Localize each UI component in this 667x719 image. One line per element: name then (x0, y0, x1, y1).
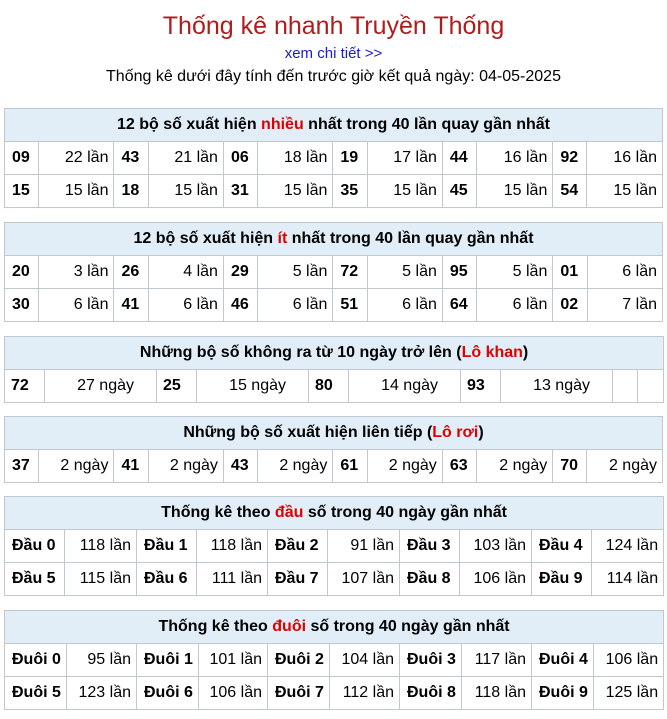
number-cell: 01 (553, 256, 587, 289)
page-header (0, 0, 667, 87)
count-cell: 118 lần (462, 677, 532, 710)
empty-cell (613, 370, 638, 403)
number-cell: 46 (223, 289, 257, 322)
count-cell: 15 lần (367, 175, 442, 208)
least-frequent-rows (5, 256, 663, 322)
lo-roi-row (5, 450, 663, 483)
khan-number: 72 (5, 370, 45, 403)
duoi-table (4, 610, 664, 710)
number-cell: 09 (5, 142, 39, 175)
roi-days: 2 ngày (367, 450, 442, 483)
dau-label: Đầu 1 (137, 530, 197, 563)
table-row (5, 175, 663, 208)
roi-number: 63 (442, 450, 476, 483)
most-frequent-rows (5, 142, 663, 208)
dau-table (4, 496, 664, 596)
roi-days: 2 ngày (476, 450, 552, 483)
roi-days: 2 ngày (39, 450, 114, 483)
dau-label: Đầu 4 (532, 530, 592, 563)
count-cell: 6 lần (148, 289, 223, 322)
count-cell: 7 lần (587, 289, 663, 322)
table-row (5, 142, 663, 175)
count-cell: 118 lần (65, 530, 137, 563)
count-cell: 107 lần (328, 563, 400, 596)
number-cell: 30 (5, 289, 39, 322)
number-cell: 92 (553, 142, 587, 175)
number-cell: 54 (553, 175, 587, 208)
table-row (5, 677, 664, 710)
count-cell: 4 lần (148, 256, 223, 289)
lo-roi-title: Những bộ số xuất hiện liên tiếp (Lô rơi) (5, 417, 663, 450)
lo-roi-table (4, 416, 663, 483)
number-cell: 19 (333, 142, 367, 175)
duoi-label: Đuôi 8 (400, 677, 462, 710)
roi-number: 61 (333, 450, 367, 483)
table-row (5, 644, 664, 677)
roi-days: 2 ngày (587, 450, 663, 483)
duoi-label: Đuôi 3 (400, 644, 462, 677)
table-row (5, 563, 664, 596)
dau-label: Đầu 0 (5, 530, 65, 563)
count-cell: 15 lần (258, 175, 333, 208)
count-cell: 6 lần (258, 289, 333, 322)
table-row (5, 530, 664, 563)
khan-number: 80 (309, 370, 349, 403)
dau-label: Đầu 6 (137, 563, 197, 596)
roi-number: 43 (223, 450, 257, 483)
dau-label: Đầu 3 (400, 530, 460, 563)
number-cell: 31 (223, 175, 257, 208)
count-cell: 15 lần (39, 175, 114, 208)
number-cell: 41 (114, 289, 148, 322)
roi-number: 37 (5, 450, 39, 483)
count-cell: 106 lần (594, 644, 664, 677)
count-cell: 106 lần (460, 563, 532, 596)
count-cell: 3 lần (39, 256, 114, 289)
count-cell: 15 lần (148, 175, 223, 208)
count-cell: 104 lần (330, 644, 400, 677)
count-cell: 123 lần (67, 677, 137, 710)
number-cell: 64 (442, 289, 476, 322)
empty-cell (638, 370, 664, 403)
dau-label: Đầu 9 (532, 563, 592, 596)
lo-khan-row (5, 370, 664, 403)
count-cell: 6 lần (587, 256, 663, 289)
roi-number: 70 (553, 450, 587, 483)
most-frequent-title: 12 bộ số xuất hiện nhiều nhất trong 40 lần quay gần nhất (5, 109, 663, 142)
count-cell: 6 lần (367, 289, 442, 322)
date-line: Thống kê dưới đây tính đến trước giờ kết quả ngày: 04-05-2025 (106, 68, 561, 85)
most-frequent-table (4, 108, 663, 208)
table-row (5, 256, 663, 289)
duoi-rows (5, 644, 664, 710)
number-cell: 15 (5, 175, 39, 208)
count-cell: 106 lần (199, 677, 268, 710)
count-cell: 115 lần (65, 563, 137, 596)
count-cell: 18 lần (258, 142, 333, 175)
count-cell: 15 lần (477, 175, 553, 208)
khan-days: 15 ngày (197, 370, 309, 403)
number-cell: 72 (333, 256, 367, 289)
duoi-label: Đuôi 2 (268, 644, 330, 677)
count-cell: 112 lần (330, 677, 400, 710)
count-cell: 124 lần (592, 530, 664, 563)
table-row (5, 289, 663, 322)
number-cell: 51 (333, 289, 367, 322)
roi-days: 2 ngày (258, 450, 333, 483)
duoi-label: Đuôi 7 (268, 677, 330, 710)
dau-label: Đầu 2 (268, 530, 328, 563)
count-cell: 111 lần (197, 563, 268, 596)
khan-days: 27 ngày (45, 370, 157, 403)
khan-days: 14 ngày (349, 370, 461, 403)
duoi-label: Đuôi 5 (5, 677, 67, 710)
count-cell: 17 lần (367, 142, 442, 175)
count-cell: 118 lần (197, 530, 268, 563)
count-cell: 103 lần (460, 530, 532, 563)
count-cell: 16 lần (477, 142, 553, 175)
duoi-label: Đuôi 4 (532, 644, 594, 677)
number-cell: 18 (114, 175, 148, 208)
least-frequent-title: 12 bộ số xuất hiện ít nhất trong 40 lần quay gần nhất (5, 223, 663, 256)
count-cell: 5 lần (477, 256, 553, 289)
khan-days: 13 ngày (501, 370, 613, 403)
dau-rows (5, 530, 664, 596)
number-cell: 95 (442, 256, 476, 289)
number-cell: 02 (553, 289, 587, 322)
count-cell: 117 lần (462, 644, 532, 677)
number-cell: 26 (114, 256, 148, 289)
count-cell: 5 lần (367, 256, 442, 289)
number-cell: 44 (442, 142, 476, 175)
count-cell: 125 lần (594, 677, 664, 710)
roi-days: 2 ngày (148, 450, 223, 483)
count-cell: 22 lần (39, 142, 114, 175)
number-cell: 06 (223, 142, 257, 175)
roi-number: 41 (114, 450, 148, 483)
count-cell: 21 lần (148, 142, 223, 175)
count-cell: 101 lần (199, 644, 268, 677)
number-cell: 29 (223, 256, 257, 289)
dau-label: Đầu 7 (268, 563, 328, 596)
duoi-label: Đuôi 6 (137, 677, 199, 710)
count-cell: 5 lần (258, 256, 333, 289)
dau-label: Đầu 5 (5, 563, 65, 596)
count-cell: 15 lần (587, 175, 663, 208)
number-cell: 35 (333, 175, 367, 208)
dau-title: Thống kê theo đầu số trong 40 ngày gần nhất (5, 497, 664, 530)
least-frequent-table (4, 222, 663, 322)
khan-number: 93 (461, 370, 501, 403)
number-cell: 20 (5, 256, 39, 289)
count-cell: 91 lần (328, 530, 400, 563)
lo-khan-title: Những bộ số không ra từ 10 ngày trở lên (Lô khan) (5, 337, 664, 370)
count-cell: 6 lần (477, 289, 553, 322)
page-title: Thống kê nhanh Truyền Thống (162, 12, 505, 40)
number-cell: 43 (114, 142, 148, 175)
khan-number: 25 (157, 370, 197, 403)
duoi-label: Đuôi 9 (532, 677, 594, 710)
number-cell: 45 (442, 175, 476, 208)
duoi-title: Thống kê theo đuôi số trong 40 ngày gần nhất (5, 611, 664, 644)
detail-link[interactable]: xem chi tiết >> (284, 45, 383, 62)
duoi-label: Đuôi 0 (5, 644, 67, 677)
count-cell: 114 lần (592, 563, 664, 596)
count-cell: 95 lần (67, 644, 137, 677)
duoi-label: Đuôi 1 (137, 644, 199, 677)
count-cell: 16 lần (587, 142, 663, 175)
dau-label: Đầu 8 (400, 563, 460, 596)
count-cell: 6 lần (39, 289, 114, 322)
lo-khan-table (4, 336, 664, 403)
